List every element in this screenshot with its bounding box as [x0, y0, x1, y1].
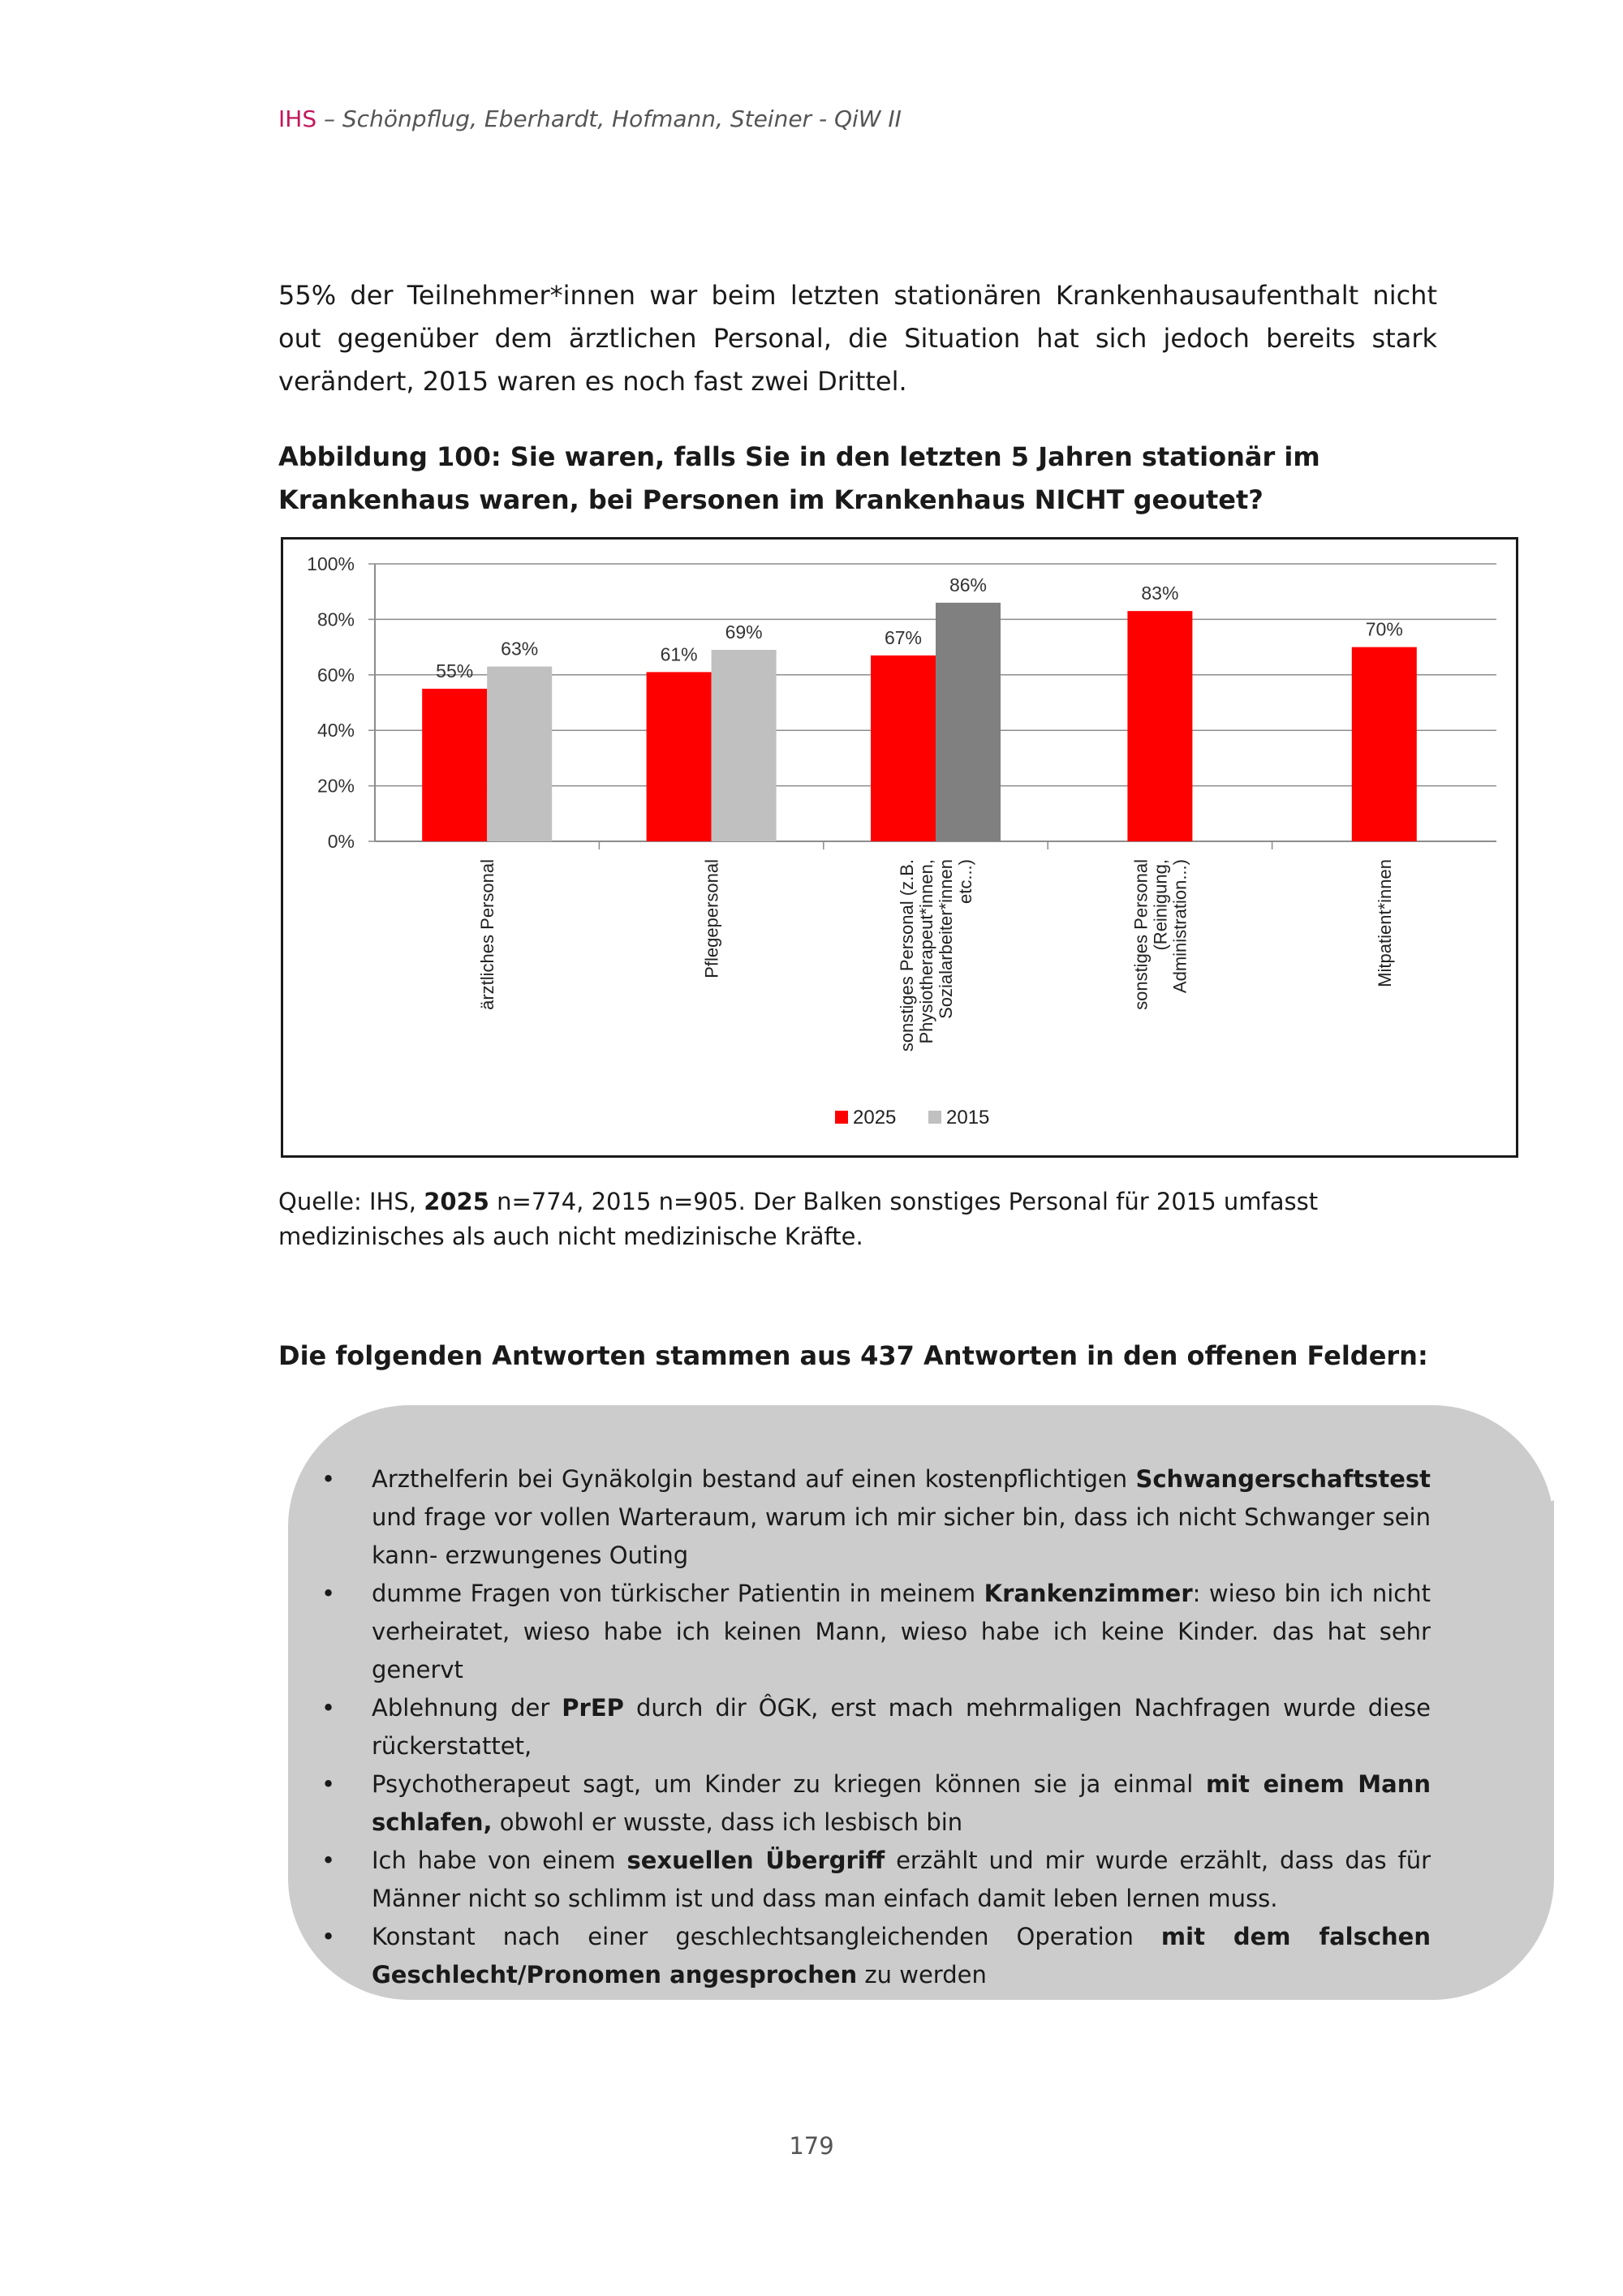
bullet-marker: • [321, 1847, 336, 1874]
category-label: etc...) [955, 859, 975, 905]
data-label: 83% [1141, 583, 1179, 604]
category-label: sonstiges Personal (z.B. [897, 859, 917, 1052]
quote-text: zu werden [857, 1961, 987, 1989]
data-label: 86% [949, 574, 988, 595]
bar-chart [281, 537, 1518, 1158]
source-bold-year: 2025 [424, 1188, 489, 1215]
chart-svg [283, 540, 1516, 1155]
quote-text: obwohl er wusste, dass ich lesbisch bin [492, 1808, 963, 1836]
quote-text: durch dir ÔGK, erst mach mehrmaligen Nachfragen wurde diese rückerstattet, [372, 1694, 1431, 1760]
data-label: 67% [884, 626, 923, 648]
running-header [278, 105, 902, 132]
quote-item [321, 1918, 1431, 1994]
quote-item [321, 1460, 1431, 1575]
y-tick-label: 0% [327, 831, 355, 852]
source-rest: n=774, 2015 n=905. Der Balken sonstiges Personal für 2015 umfasst medizinisches als auch nicht medizinische Kräfte. [278, 1188, 1319, 1250]
legend-label: 2015 [946, 1107, 990, 1129]
bullet-marker: • [321, 1923, 336, 1950]
category-label: Mitpatient*innen [1374, 859, 1395, 987]
category-label: ärztliches Personal [477, 859, 498, 1010]
y-tick-label: 40% [316, 720, 355, 742]
quote-text: erzählt und mir wurde erzählt, dass das für Männer nicht so schlimm ist und dass man einfach damit leben lernen muss. [372, 1847, 1431, 1912]
bar-2025 [647, 672, 712, 841]
quote-text: Konstant nach einer geschlechtsangleichenden Operation [372, 1923, 1161, 1950]
data-label: 55% [436, 660, 474, 681]
bar-2025 [422, 689, 487, 841]
bar-2025 [1352, 647, 1417, 841]
quote-item [321, 1765, 1431, 1842]
quote-list [321, 1460, 1431, 1994]
header-org: IHS [278, 105, 317, 132]
data-label: 63% [501, 638, 539, 660]
quote-item [321, 1842, 1431, 1918]
quote-emphasis: sexuellen Übergriff [626, 1847, 885, 1874]
page-number: 179 [789, 2132, 834, 2160]
quote-emphasis: mit einem Mann schlafen, [372, 1770, 1431, 1836]
category-label: Physiotherapeut*innen, [916, 859, 936, 1044]
category-label: (Reinigung, [1150, 859, 1171, 951]
bullet-marker: • [321, 1580, 336, 1607]
bar-2015 [936, 603, 1001, 841]
category-label: sonstiges Personal [1130, 859, 1152, 1010]
quote-emphasis: PrEP [562, 1694, 624, 1722]
quote-text: : wieso bin ich nicht verheiratet, wieso habe ich keinen Mann, wieso habe ich keine Kinder. das hat sehr genervt [372, 1580, 1431, 1683]
quote-text: Psychotherapeut sagt, um Kinder zu kriegen können sie ja einmal [372, 1770, 1206, 1798]
bar-2025 [1127, 611, 1192, 841]
quote-text: Arzthelferin bei Gynäkolgin bestand auf einen kostenpflichtigen [372, 1465, 1136, 1493]
quote-emphasis: Schwangerschaftstest [1135, 1465, 1431, 1493]
data-label: 61% [660, 643, 698, 665]
header-separator: – [316, 105, 342, 132]
bullet-marker: • [321, 1770, 336, 1798]
quote-item [321, 1689, 1431, 1765]
bullet-marker: • [321, 1465, 336, 1493]
y-tick-label: 60% [316, 664, 355, 686]
quote-text: Ich habe von einem [372, 1847, 627, 1874]
y-tick-label: 80% [316, 608, 355, 630]
data-label: 69% [725, 621, 763, 643]
category-label: Sozialarbeiter*innen [936, 859, 956, 1019]
quote-text: dumme Fragen von türkischer Patientin in meinem [372, 1580, 984, 1607]
data-label: 70% [1365, 618, 1403, 640]
category-label: Pflegepersonal [701, 859, 722, 978]
bar-2025 [871, 656, 936, 841]
header-authors: Schönpflug, Eberhardt, Hofmann, Steiner - QiW II [342, 105, 902, 132]
intro-paragraph: 55% der Teilnehmer*innen war beim letzten stationären Krankenhausaufenthalt nicht out gegenüber dem ärztlichen Personal, die Situation hat sich jedoch bereits stark verändert, 2015 waren es noch fast zwei Drittel. [278, 280, 1437, 397]
category-label: Administration...) [1169, 859, 1190, 994]
section-title: Die folgenden Antworten stammen aus 437 Antworten in den offenen Feldern: [278, 1340, 1428, 1371]
y-tick-label: 100% [307, 553, 355, 574]
y-tick-label: 20% [316, 775, 355, 797]
bar-2015 [487, 667, 552, 841]
quote-item [321, 1575, 1431, 1689]
figure-caption: Abbildung 100: Sie waren, falls Sie in den letzten 5 Jahren stationär im Krankenhaus waren, bei Personen im Krankenhaus NICHT geoutet? [278, 441, 1320, 515]
quote-emphasis: Krankenzimmer [984, 1580, 1193, 1607]
quote-text: Ablehnung der [372, 1694, 562, 1722]
bullet-marker: • [321, 1694, 336, 1722]
bar-2015 [712, 650, 777, 841]
legend-swatch [928, 1111, 941, 1124]
quote-emphasis: mit dem falschen Geschlecht/Pronomen angesprochen [372, 1923, 1431, 1989]
legend-label: 2025 [853, 1107, 897, 1129]
source-prefix: Quelle: IHS, [278, 1188, 424, 1215]
quote-text: und frage vor vollen Warteraum, warum ich mir sicher bin, dass ich nicht Schwanger sein kann- erzwungenes Outing [372, 1503, 1431, 1569]
source-note [278, 1185, 1437, 1254]
legend-swatch [835, 1111, 848, 1124]
